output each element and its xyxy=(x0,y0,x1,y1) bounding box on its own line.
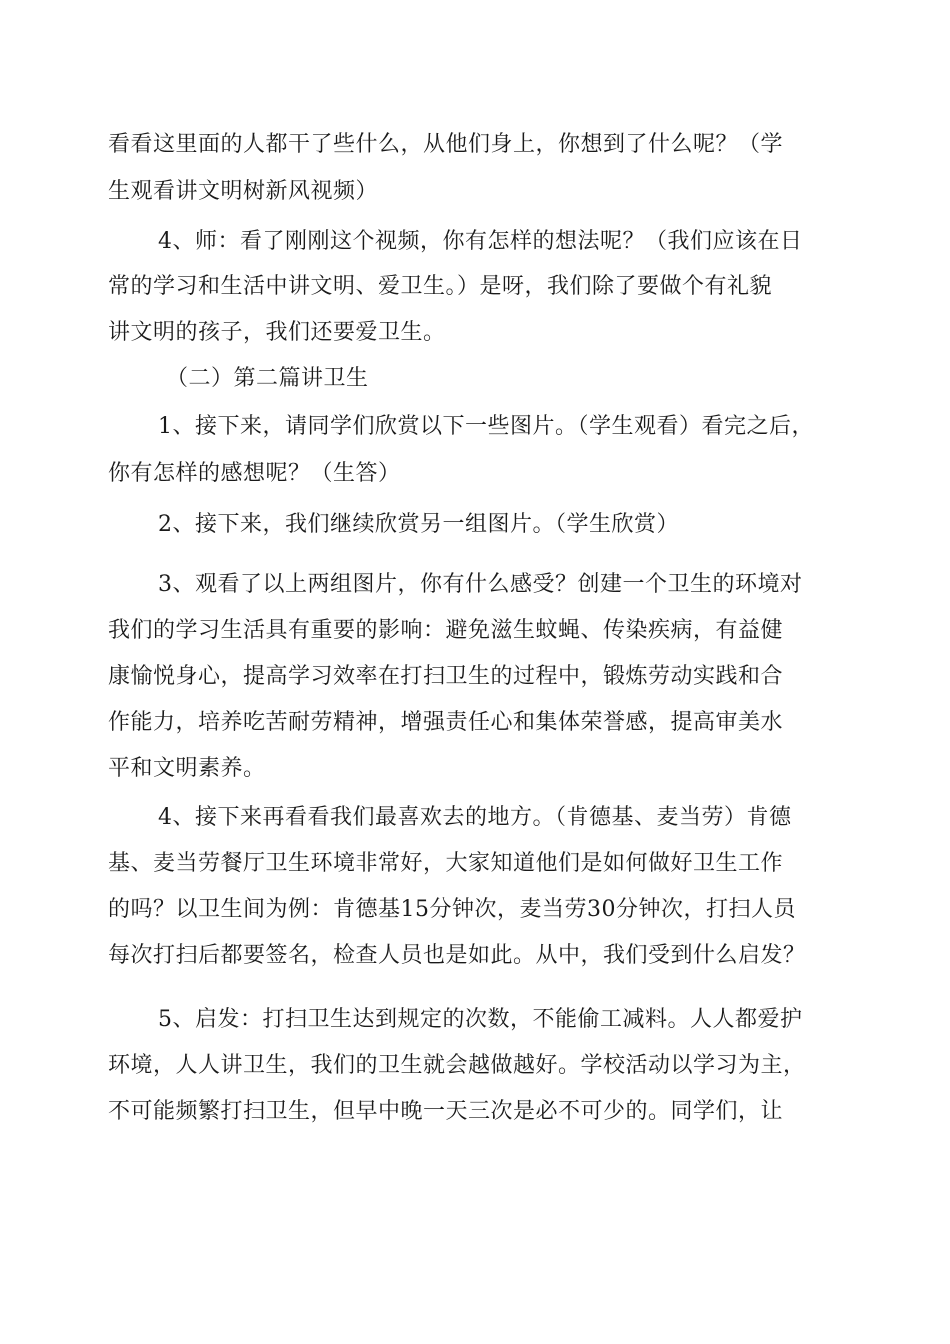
section-heading: （二）第二篇讲卫生 xyxy=(166,366,369,391)
text-line: 看看这里面的人都干了些什么，从他们身上，你想到了什么呢？（学 xyxy=(108,132,784,157)
text-line: 2、接下来，我们继续欣赏另一组图片。（学生欣赏） xyxy=(158,512,679,537)
text-line: 基、麦当劳餐厅卫生环境非常好，大家知道他们是如何做好卫生工作 xyxy=(108,851,784,876)
text-line: 我们的学习生活具有重要的影响：避免滋生蚊蝇、传染疾病，有益健 xyxy=(108,618,784,643)
text-line: 3、观看了以上两组图片，你有什么感受？创建一个卫生的环境对 xyxy=(158,572,803,597)
text-line: 环境，人人讲卫生，我们的卫生就会越做越好。学校活动以学习为主， xyxy=(108,1053,806,1078)
text-line: 讲文明的孩子，我们还要爱卫生。 xyxy=(108,320,446,345)
text-line: 康愉悦身心，提高学习效率在打扫卫生的过程中，锻炼劳动实践和合 xyxy=(108,664,784,689)
text-line: 4、接下来再看看我们最喜欢去的地方。（肯德基、麦当劳）肯德 xyxy=(158,805,792,830)
text-line: 常的学习和生活中讲文明、爱卫生。）是呀，我们除了要做个有礼貌 xyxy=(108,274,773,299)
text-line: 你有怎样的感想呢？（生答） xyxy=(108,461,401,486)
text-line: 每次打扫后都要签名，检查人员也是如此。从中，我们受到什么启发？ xyxy=(108,943,806,968)
text-line: 1、接下来，请同学们欣赏以下一些图片。（学生观看）看完之后， xyxy=(158,414,814,439)
text-line: 平和文明素养。 xyxy=(108,756,266,781)
text-line: 4、师：看了刚刚这个视频，你有怎样的想法呢？（我们应该在日 xyxy=(158,229,803,254)
text-line: 的吗？以卫生间为例：肯德基15分钟次，麦当劳30分钟次，打扫人员 xyxy=(108,897,796,922)
text-line: 作能力，培养吃苦耐劳精神，增强责任心和集体荣誉感，提高审美水 xyxy=(108,710,784,735)
text-line: 5、启发：打扫卫生达到规定的次数，不能偷工减料。人人都爱护 xyxy=(158,1007,803,1032)
text-line: 不可能频繁打扫卫生，但早中晚一天三次是必不可少的。同学们，让 xyxy=(108,1099,784,1124)
text-line: 生观看讲文明树新风视频） xyxy=(108,179,379,204)
